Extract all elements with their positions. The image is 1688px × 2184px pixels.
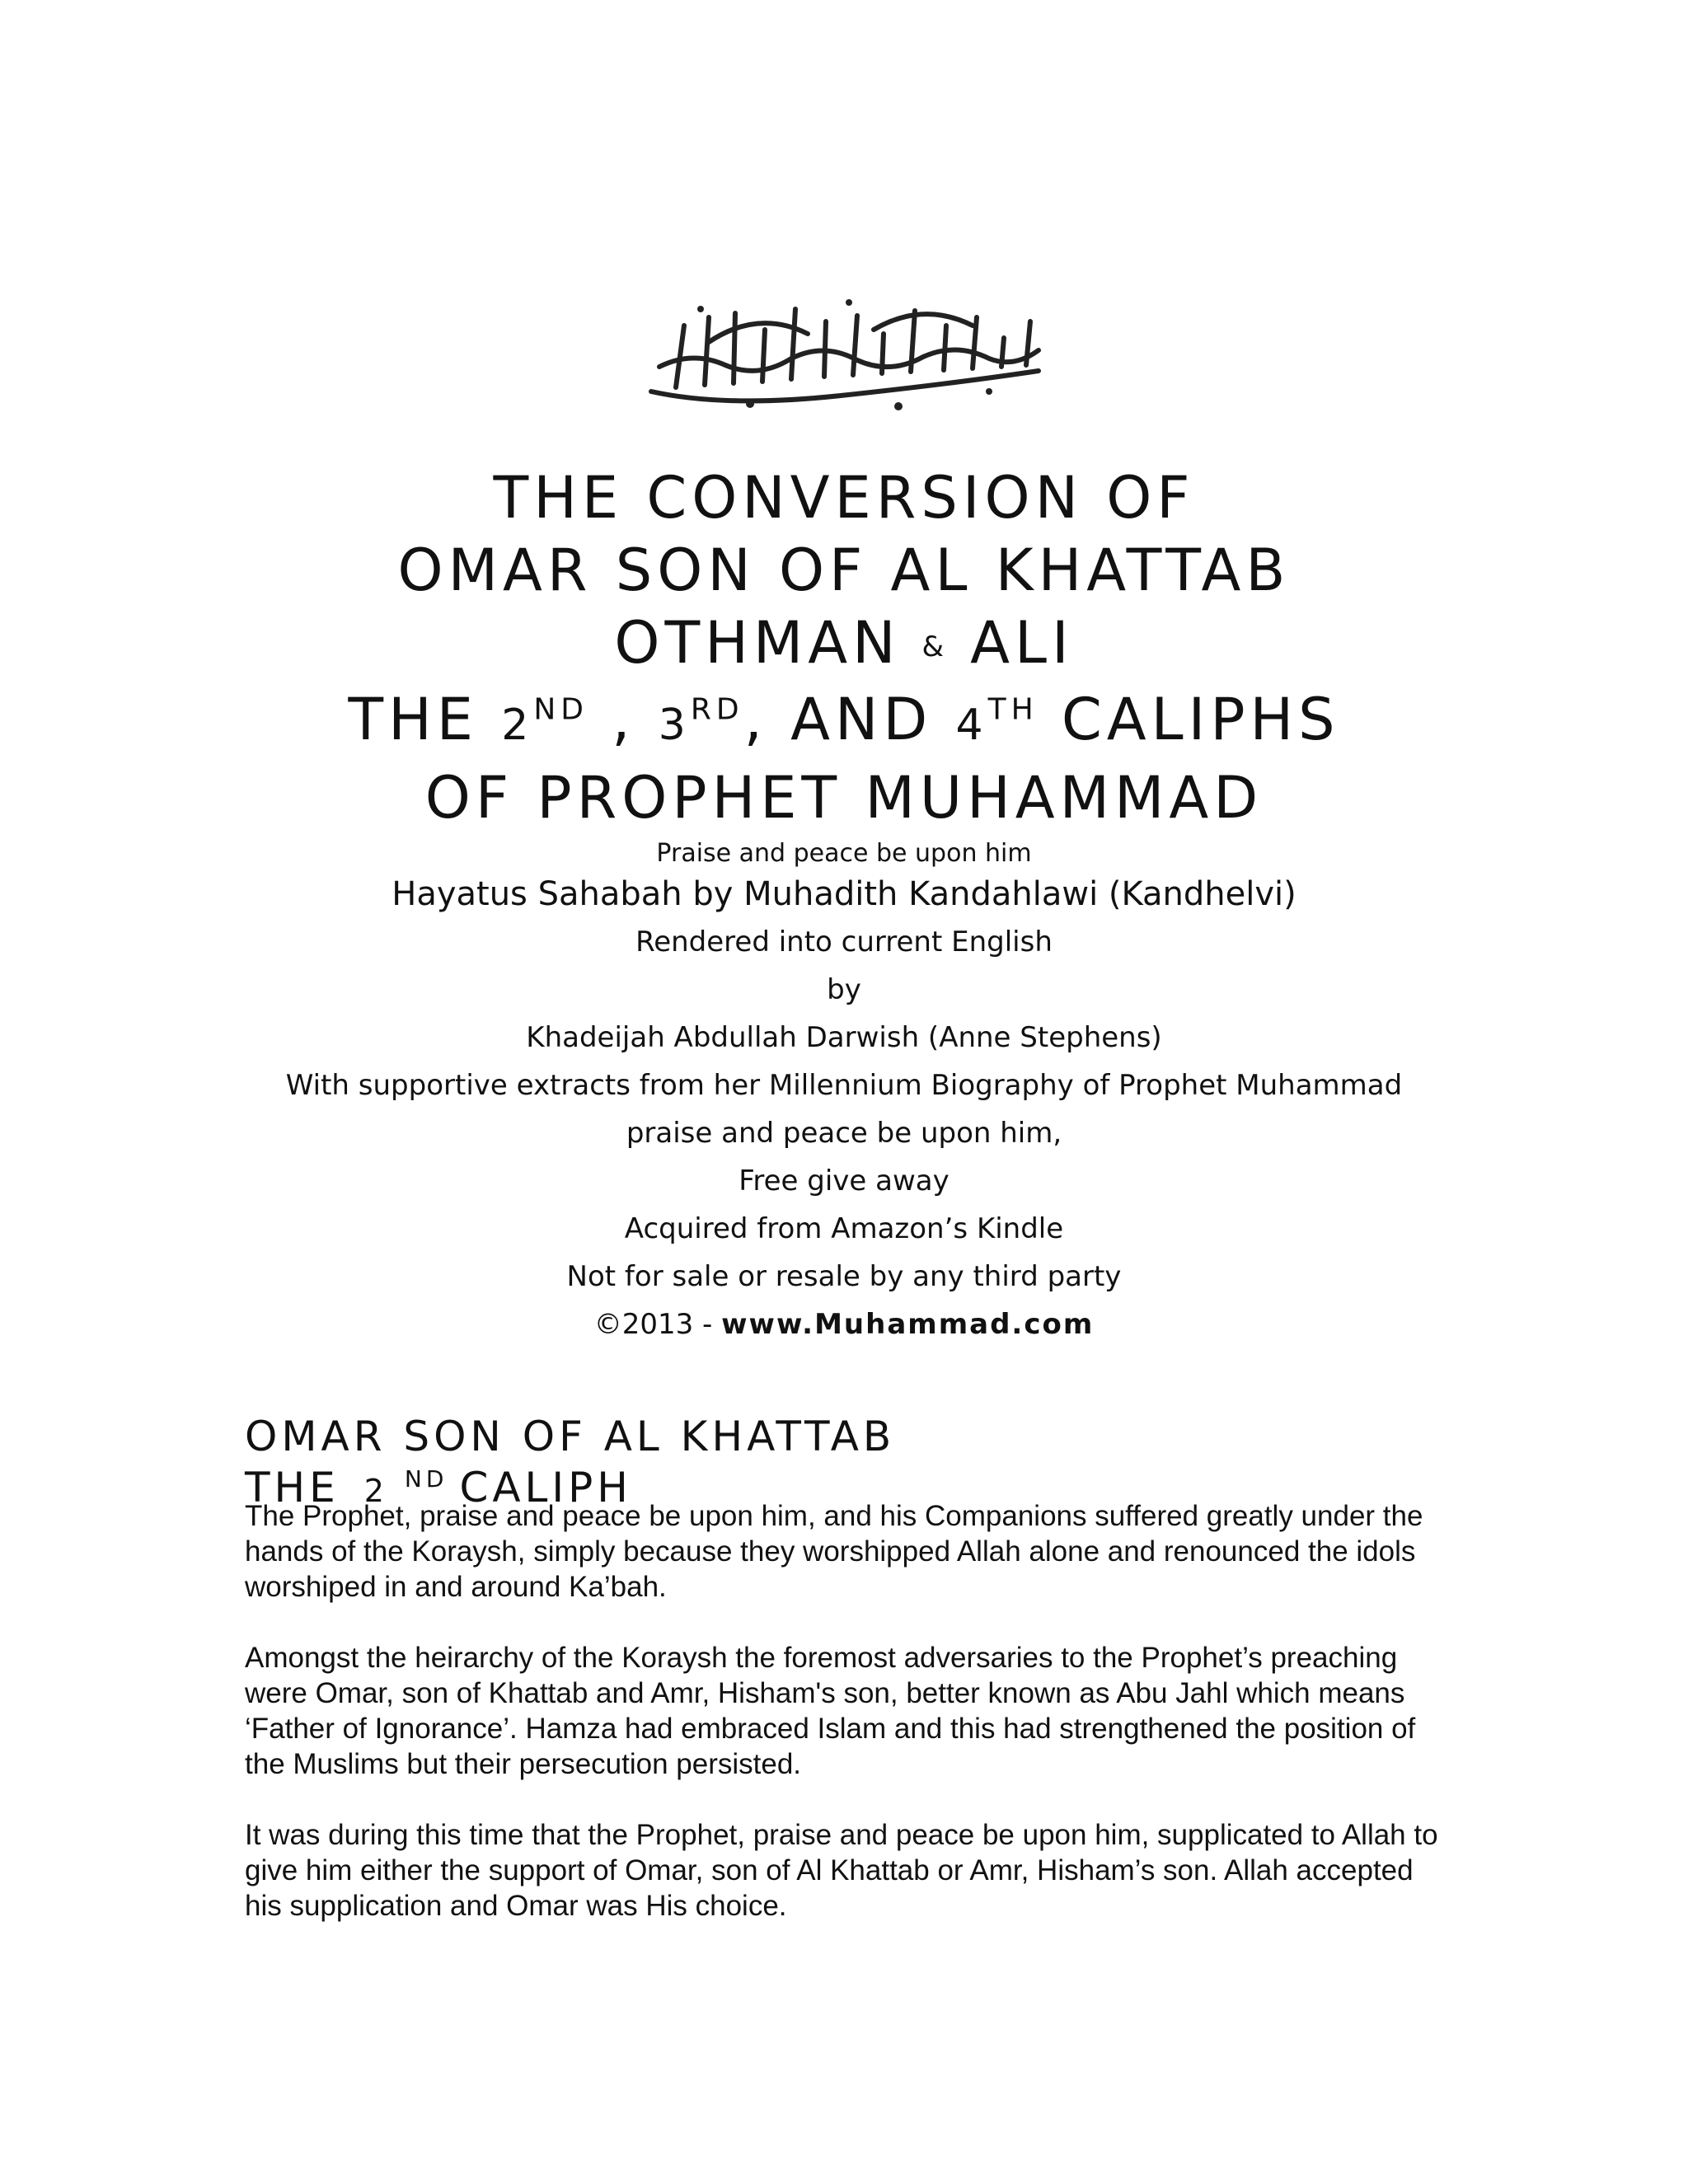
- title-othman: OTHMAN: [614, 609, 901, 677]
- subtitle-praise: Praise and peace be upon him: [656, 838, 1032, 868]
- credit-not-for-sale: Not for sale or resale by any third party: [566, 1259, 1122, 1293]
- subtitle-source: Hayatus Sahabah by Muhadith Kandahlawi (Kandhelvi): [392, 874, 1296, 913]
- title-line-2: OMAR SON OF AL KHATTAB: [397, 537, 1291, 604]
- section-the: THE: [245, 1464, 340, 1511]
- ampersand: &: [921, 630, 950, 663]
- title-line-1: THE CONVERSION OF: [493, 464, 1195, 532]
- ordinal-4-number: 4: [955, 700, 988, 750]
- title-ali: ALI: [970, 609, 1074, 677]
- copyright-line: [0, 1301, 1688, 1348]
- title-line-5: OF PROPHET MUHAMMAD: [424, 763, 1264, 832]
- basmala-calligraphy-image: [626, 293, 1063, 416]
- ordinal-2-suffix: ND: [533, 692, 588, 727]
- ordinal-4-suffix: TH: [987, 692, 1039, 727]
- credit-praise: praise and peace be upon him,: [626, 1116, 1062, 1150]
- paragraph: It was during this time that the Prophet, praise and peace be upon him, supplicated to Allah to give him either the support of Omar, son of Al Khattab or Amr, Hisham’s son. Allah accepted his supplication and Omar was His choice.: [245, 1819, 1438, 1922]
- credit-by: by: [827, 972, 861, 1006]
- title-the: THE: [348, 685, 478, 753]
- credit-giveaway: Free give away: [738, 1164, 950, 1197]
- credit-extracts: With supportive extracts from her Millennium Biography of Prophet Muhammad: [285, 1068, 1403, 1102]
- title-block: [0, 462, 1688, 1348]
- title-sep-1: ,: [588, 685, 659, 753]
- section-caliph: CALIPH: [459, 1464, 632, 1511]
- ordinal-2-number: 2: [501, 700, 534, 750]
- credit-acquired: Acquired from Amazon’s Kindle: [624, 1212, 1064, 1245]
- paragraph: The Prophet, praise and peace be upon him, and his Companions suffered greatly under the hands of the Koraysh, simply because they worshipped Allah alone and renounced the idols worshiped in and around Ka’bah.: [245, 1500, 1423, 1603]
- title-line-3: [0, 607, 1688, 683]
- website-link[interactable]: www.Muhammad.com: [721, 1307, 1095, 1341]
- credit-rendered: Rendered into current English: [635, 925, 1053, 958]
- title-line-4: [0, 683, 1688, 762]
- title-and: , AND: [743, 685, 956, 753]
- copyright-prefix: ©2013 -: [593, 1307, 722, 1341]
- ordinal-3-suffix: RD: [690, 692, 744, 727]
- body-text: [245, 1498, 1440, 1959]
- title-caliphs: CALIPHS: [1061, 685, 1340, 753]
- section-ordinal-number: 2: [363, 1473, 388, 1509]
- section-ordinal-suffix: ND: [404, 1465, 448, 1493]
- section-heading-line-1: OMAR SON OF AL KHATTAB: [245, 1413, 896, 1460]
- credit-author: Khadeijah Abdullah Darwish (Anne Stephens): [526, 1020, 1162, 1054]
- ordinal-3-number: 3: [658, 700, 691, 750]
- paragraph: Amongst the heirarchy of the Koraysh the foremost adversaries to the Prophet’s preaching were Omar, son of Khattab and Amr, Hisham's son, better known as Abu Jahl which means ‘Father of Ignorance’. Hamza had embraced Islam and this had strengthened the position of the Muslims but their persecution persisted.: [245, 1642, 1416, 1780]
